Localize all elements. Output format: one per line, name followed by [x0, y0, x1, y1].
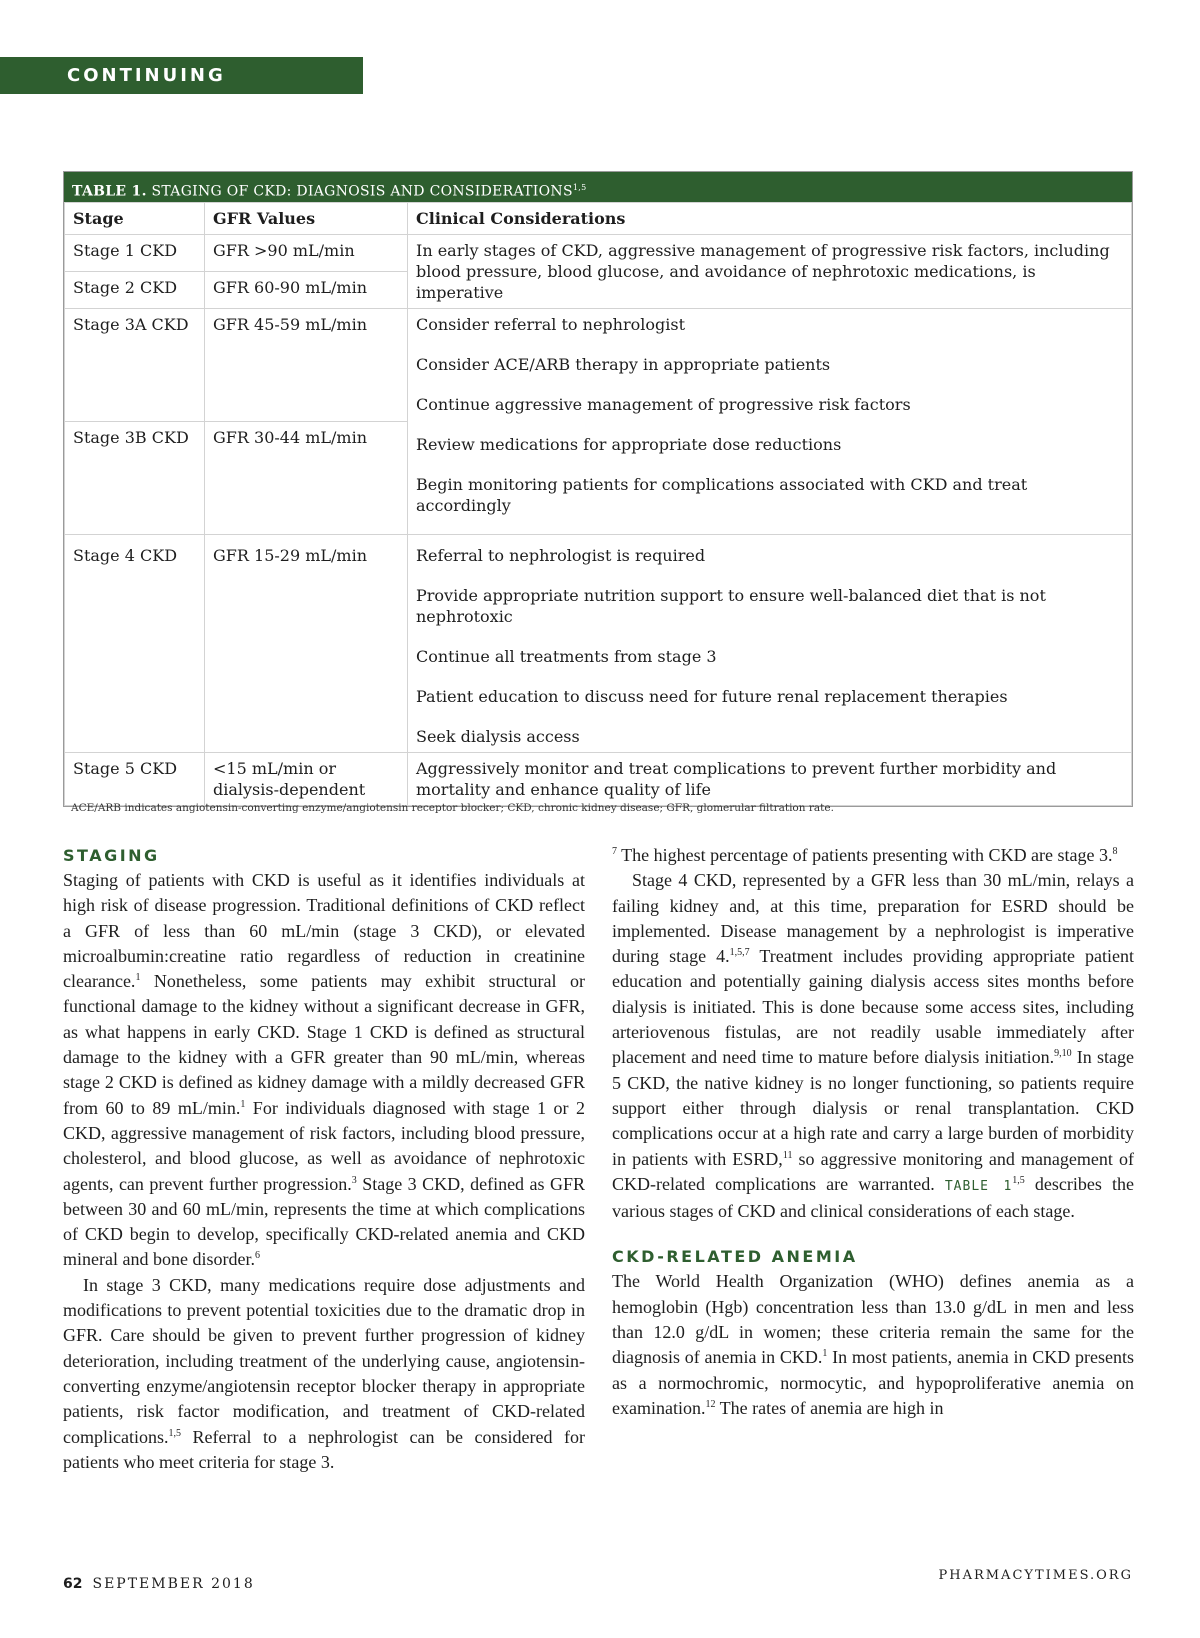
- citation: 1,5: [1012, 1174, 1025, 1186]
- stage-cell: Stage 5 CKD: [65, 753, 205, 806]
- consideration-item: Continue aggressive management of progressive risk factors: [416, 395, 911, 414]
- section-banner: CONTINUING EDUCATION: [0, 57, 363, 94]
- stage-cell: Stage 4 CKD: [65, 535, 205, 753]
- staging-table: [63, 171, 1133, 807]
- table-grid: [64, 202, 1132, 806]
- consideration-item: Begin monitoring patients for complications associated with CKD and treat accordingly: [416, 475, 1028, 515]
- stage-cell: Stage 1 CKD: [65, 235, 205, 272]
- text-run: Stage 4 CKD, represented by a GFR less than 30 mL/min, relays a failing kidney and, at this time, preparation for ESRD should be implemented. Disease management by a nephrologist is imperative during stage 4.: [612, 870, 1134, 967]
- citation: 1: [822, 1348, 828, 1360]
- paragraph: [63, 1273, 585, 1475]
- table-footnote: ACE/ARB indicates angiotensin-converting enzyme/angiotensin receptor blocker; CKD, chronic kidney disease; GFR, glomerular filtration rate.: [71, 802, 834, 814]
- considerations-cell: [408, 535, 1132, 753]
- gfr-cell: GFR 15-29 mL/min: [205, 535, 408, 753]
- paragraph-continued: [612, 843, 1134, 868]
- text-run: Staging of patients with CKD is useful as it identifies individuals at high risk of disease progression. Traditional definitions of CKD reflect a GFR of less than 60 mL/min (stage 3 CKD), or elevated microalbumin:creatine ratio regardless of reduction in creatinine clearance.: [63, 870, 585, 992]
- text-run: Treatment includes providing appropriate patient education and potentially gaining dialysis access sites months before dialysis is initiated. This is done because some access sites, including arteriovenous fistulas, are not readily usable immediately after placement and need time to mature before dialysis initiation.: [612, 946, 1134, 1068]
- citation: 1: [135, 972, 141, 984]
- considerations-cell: In early stages of CKD, aggressive management of progressive risk factors, including blood pressure, blood glucose, and avoidance of nephrotoxic medications, is imperative: [408, 235, 1132, 309]
- table-row: [65, 753, 1132, 806]
- left-column: [63, 846, 585, 1475]
- table-row: [65, 235, 1132, 272]
- consideration-item: Patient education to discuss need for future renal replacement therapies: [416, 687, 1008, 706]
- text-run: describes the various stages of CKD and clinical considerations of each stage.: [612, 1173, 1134, 1222]
- table-reference-link[interactable]: TABLE 1: [944, 1178, 1013, 1194]
- gfr-cell: <15 mL/min or dialysis-dependent: [205, 753, 408, 806]
- consideration-item: Review medications for appropriate dose reductions: [416, 435, 842, 454]
- right-column: [612, 845, 1135, 1421]
- text-run: In most patients, anemia in CKD presents as a normochromic, normocytic, and hypoproliferative anemia on examination.: [612, 1347, 1134, 1418]
- table-row: [65, 309, 1132, 422]
- text-run: In stage 3 CKD, many medications require dose adjustments and modifications to prevent potential toxicities due to the dramatic drop in GFR. Care should be given to prevent further progression of kidney deterioration, including treatment of the underlying cause, angiotensin-converting enzyme/angiotensin receptor blocker therapy in appropriate patients, risk factor modification, and treatment of CKD-related complications.: [63, 1274, 585, 1447]
- text-run: The rates of anemia are high in: [715, 1397, 944, 1418]
- stage-cell: Stage 3A CKD: [65, 309, 205, 422]
- citation: 7: [612, 846, 617, 857]
- gfr-cell: GFR 45-59 mL/min: [205, 309, 408, 422]
- text-run: The highest percentage of patients presenting with CKD are stage 3.: [617, 845, 1113, 865]
- table-row: [65, 535, 1132, 753]
- consideration-item: Consider referral to nephrologist: [416, 315, 685, 334]
- text-run: In stage 5 CKD, the native kidney is no longer functioning, so patients require support either through dialysis or renal transplantation. CKD complications occur at a high rate and carry a large burden of morbidity in patients with ESRD,: [612, 1047, 1135, 1169]
- stage-cell: Stage 2 CKD: [65, 272, 205, 309]
- text-run: Nonetheless, some patients may exhibit structural or functional damage to the kidney without a significant decrease in GFR, as what happens in early CKD. Stage 1 CKD is defined as structural damage to the kidney with a GFR greater than 90 mL/min, whereas stage 2 CKD is defined as kidney damage with a mildly decreased GFR from 60 to 89 mL/min.: [63, 971, 585, 1118]
- consideration-item: Provide appropriate nutrition support to ensure well-balanced diet that is not nephrotoxic: [416, 586, 1046, 626]
- staging-heading: STAGING: [63, 846, 160, 865]
- citation: 1,5: [168, 1427, 181, 1439]
- table-title: [64, 172, 1132, 202]
- gfr-cell: GFR 30-44 mL/min: [205, 422, 408, 535]
- issue-date: SEPTEMBER 2018: [92, 1576, 255, 1592]
- citation: 1: [240, 1098, 246, 1110]
- consideration-item: Referral to nephrologist is required: [416, 546, 706, 565]
- table-title-label: TABLE 1.: [72, 183, 147, 200]
- text-run: The World Health Organization (WHO) defines anemia as a hemoglobin (Hgb) concentration less than 13.0 g/dL in men and less than 12.0 g/dL in women; these criteria remain the same for the diagnosis of anemia in CKD.: [612, 1271, 1134, 1368]
- text-run: so aggressive monitoring and management of CKD-related complications are warranted.: [612, 1148, 1134, 1194]
- anemia-heading: CKD-RELATED ANEMIA: [612, 1247, 858, 1267]
- table-header-row: [65, 203, 1132, 235]
- paragraph: [612, 1269, 1134, 1421]
- page-footer: [63, 1576, 255, 1592]
- citation: 9,10: [1054, 1048, 1072, 1060]
- consideration-item: Consider ACE/ARB therapy in appropriate patients: [416, 355, 831, 374]
- citation: 12: [705, 1398, 716, 1410]
- col-header-considerations: Clinical Considerations: [408, 203, 1132, 235]
- gfr-cell: GFR 60-90 mL/min: [205, 272, 408, 309]
- col-header-stage: Stage: [65, 203, 205, 235]
- considerations-cell: Aggressively monitor and treat complications to prevent further morbidity and mortality and enhance quality of life: [408, 753, 1132, 806]
- consideration-item: Continue all treatments from stage 3: [416, 647, 717, 666]
- citation: 11: [782, 1149, 793, 1161]
- paragraph: [612, 868, 1134, 1224]
- considerations-cell: [408, 309, 1132, 535]
- citation: 8: [1112, 846, 1118, 857]
- stage-cell: Stage 3B CKD: [65, 422, 205, 535]
- gfr-cell: GFR >90 mL/min: [205, 235, 408, 272]
- text-run: Referral to a nephrologist can be considered for patients who meet criteria for stage 3.: [63, 1426, 585, 1472]
- site-url: PHARMACYTIMES.ORG: [938, 1568, 1133, 1583]
- citation: 1,5,7: [729, 947, 750, 959]
- page-number: 62: [63, 1576, 83, 1592]
- table-title-ref: 1,5: [572, 183, 587, 192]
- citation: 6: [254, 1250, 260, 1262]
- table-title-text: STAGING OF CKD: DIAGNOSIS AND CONSIDERATIONS: [146, 183, 573, 200]
- text-run: For individuals diagnosed with stage 1 or 2 CKD, aggressive management of risk factors, including blood pressure, cholesterol, and blood glucose, as well as avoidance of nephrotoxic agents, can prevent further progression.: [63, 1097, 585, 1194]
- citation: 3: [351, 1174, 357, 1186]
- col-header-gfr: GFR Values: [205, 203, 408, 235]
- consideration-item: Seek dialysis access: [416, 727, 580, 746]
- text-run: Stage 3 CKD, defined as GFR between 30 and 60 mL/min, represents the time at which complications of CKD begin to develop, specifically CKD-related anemia and CKD mineral and bone disorder.: [63, 1173, 585, 1270]
- paragraph: [63, 868, 585, 1273]
